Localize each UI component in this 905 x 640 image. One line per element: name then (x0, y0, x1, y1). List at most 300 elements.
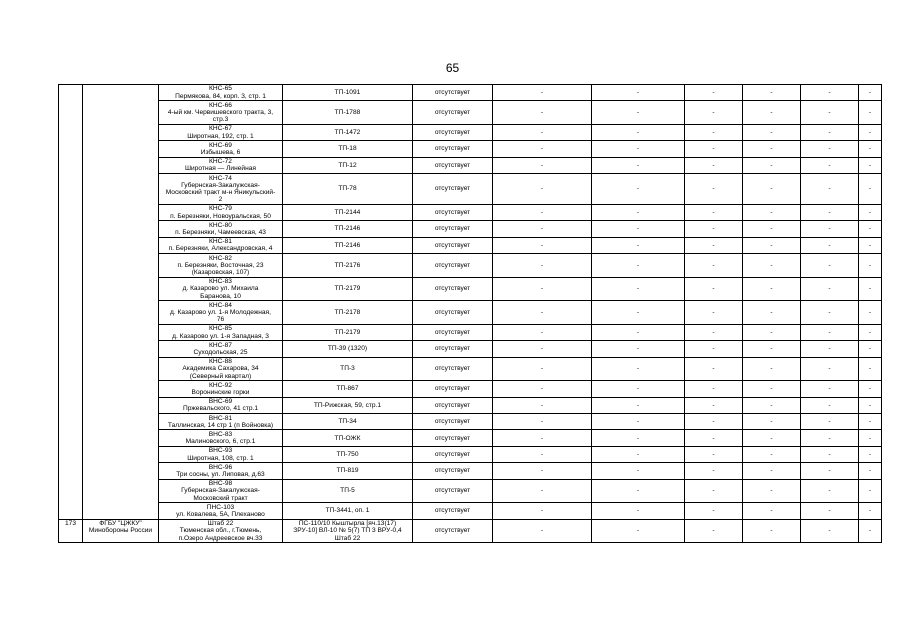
value-cell: - (592, 357, 685, 381)
object-line: КНС-81 (209, 238, 232, 246)
power-source-cell (283, 301, 413, 325)
table-row (59, 341, 882, 357)
source-line: ТП-2146 (334, 225, 361, 233)
value-cell: - (685, 301, 743, 325)
object-line: КНС-84 (209, 301, 232, 309)
object-cell (159, 277, 283, 301)
value-cell: - (685, 446, 743, 462)
value-cell: - (493, 221, 592, 237)
power-source-cell (283, 174, 413, 205)
table-row (59, 85, 882, 101)
value-cell: - (592, 254, 685, 278)
value-cell: - (685, 519, 743, 543)
value-cell: - (685, 277, 743, 301)
table-row (59, 221, 882, 237)
object-line: д. Казарово ул. Михаила (182, 285, 259, 293)
status-cell: отсутствует (413, 446, 493, 462)
value-cell: - (859, 221, 882, 237)
object-line: Широтная, 108, стр. 1 (187, 454, 254, 462)
value-cell: - (859, 324, 882, 340)
value-cell: - (493, 324, 592, 340)
source-line: ТП-867 (336, 385, 359, 393)
object-cell (159, 101, 283, 125)
table-row (59, 157, 882, 173)
table-row (59, 479, 882, 503)
source-line: ТП-12 (338, 161, 357, 169)
power-source-cell (283, 479, 413, 503)
power-source-cell (283, 277, 413, 301)
page-number: 65 (445, 61, 460, 75)
value-cell: - (743, 85, 801, 101)
value-cell: - (493, 277, 592, 301)
status-cell: отсутствует (413, 324, 493, 340)
value-cell: - (685, 101, 743, 125)
power-source-cell (283, 141, 413, 157)
table-row (59, 357, 882, 381)
value-cell: - (685, 237, 743, 253)
source-line: ТП-3 (340, 365, 355, 373)
object-cell (159, 397, 283, 413)
value-cell: - (592, 141, 685, 157)
value-cell: - (592, 519, 685, 543)
value-cell: - (685, 503, 743, 519)
value-cell: - (801, 301, 859, 325)
object-cell (159, 381, 283, 397)
object-line: ПНС-103 (206, 503, 235, 511)
status-cell: отсутствует (413, 277, 493, 301)
status-cell: отсутствует (413, 397, 493, 413)
value-cell: - (685, 381, 743, 397)
value-cell: - (801, 357, 859, 381)
value-cell: - (859, 479, 882, 503)
value-cell: - (801, 414, 859, 430)
source-line: ТП-1788 (334, 109, 361, 117)
value-cell: - (592, 85, 685, 101)
value-cell: - (685, 157, 743, 173)
power-source-cell (283, 357, 413, 381)
value-cell: - (592, 381, 685, 397)
power-source-cell (283, 503, 413, 519)
status-cell: отсутствует (413, 479, 493, 503)
row-number-cell (59, 85, 83, 520)
object-line: Пермякова, 84, корп. 3, стр. 1 (175, 92, 266, 100)
value-cell: - (592, 124, 685, 140)
object-line: ул. Ковалева, 5А, Плеханово (176, 510, 265, 518)
object-line: 76 (216, 316, 225, 324)
object-cell (159, 301, 283, 325)
source-line: ТП-2179 (334, 285, 361, 293)
value-cell: - (493, 301, 592, 325)
value-cell: - (592, 430, 685, 446)
value-cell: - (493, 124, 592, 140)
status-cell: отсутствует (413, 381, 493, 397)
object-cell (159, 254, 283, 278)
power-source-cell (283, 381, 413, 397)
power-source-cell (283, 101, 413, 125)
source-line: ТП-750 (336, 450, 359, 458)
value-cell: - (743, 101, 801, 125)
status-cell: отсутствует (413, 357, 493, 381)
object-cell (159, 141, 283, 157)
status-cell: отсутствует (413, 430, 493, 446)
value-cell: - (685, 204, 743, 220)
status-cell: отсутствует (413, 101, 493, 125)
object-line: п. Березняки, Чамеевская, 43 (175, 229, 266, 237)
value-cell: - (592, 204, 685, 220)
value-cell: - (859, 237, 882, 253)
source-line: ТП-1091 (334, 89, 361, 97)
object-cell (159, 446, 283, 462)
source-line: ТП-2146 (334, 241, 361, 249)
value-cell: - (592, 414, 685, 430)
value-cell: - (801, 141, 859, 157)
value-cell: - (801, 101, 859, 125)
value-cell: - (493, 479, 592, 503)
value-cell: - (493, 357, 592, 381)
value-cell: - (801, 463, 859, 479)
power-source-cell (283, 397, 413, 413)
table-row (59, 277, 882, 301)
object-line: п. Березняки, Восточная, 23 (177, 261, 264, 269)
value-cell: - (801, 430, 859, 446)
table-row (59, 237, 882, 253)
object-line: Воронинские горки (191, 388, 250, 396)
value-cell: - (801, 254, 859, 278)
status-cell: отсутствует (413, 341, 493, 357)
source-line: ТП-Рижская, 59, стр.1 (313, 401, 382, 409)
value-cell: - (592, 301, 685, 325)
object-cell (159, 324, 283, 340)
value-cell: - (685, 430, 743, 446)
object-cell (159, 414, 283, 430)
value-cell: - (493, 381, 592, 397)
object-line: Академика Сахарова, 34 (182, 365, 259, 373)
status-cell: отсутствует (413, 204, 493, 220)
object-line: п. Березняки, Александровская, 4 (168, 245, 273, 253)
table-row (59, 430, 882, 446)
source-line: ТП-2178 (334, 309, 361, 316)
value-cell: - (801, 174, 859, 205)
value-cell: - (493, 397, 592, 413)
source-line: ТП-2176 (334, 261, 361, 269)
object-line: Тюменская обл., г.Тюмень, (179, 527, 262, 535)
value-cell: - (493, 237, 592, 253)
value-cell: - (592, 446, 685, 462)
object-line: КНС-72 (209, 158, 232, 166)
table-row (59, 463, 882, 479)
object-cell (159, 479, 283, 503)
value-cell: - (743, 430, 801, 446)
value-cell: - (493, 503, 592, 519)
value-cell: - (859, 357, 882, 381)
value-cell: - (801, 446, 859, 462)
object-line: д. Казарово ул. 1-я Западная, 3 (172, 332, 269, 340)
value-cell: - (493, 174, 592, 205)
object-line: Пржевальского, 41 стр.1 (182, 405, 259, 413)
source-line: ТП-2144 (334, 209, 361, 217)
object-cell (159, 237, 283, 253)
value-cell: - (493, 430, 592, 446)
object-line: ВНС-98 (208, 480, 233, 488)
value-cell: - (743, 324, 801, 340)
value-cell: - (685, 357, 743, 381)
value-cell: - (859, 141, 882, 157)
value-cell: - (801, 324, 859, 340)
source-line: ТП-39 (1320) (327, 345, 368, 353)
object-cell (159, 341, 283, 357)
value-cell: - (801, 503, 859, 519)
value-cell: - (685, 341, 743, 357)
status-cell: отсутствует (413, 124, 493, 140)
object-cell (159, 85, 283, 101)
object-cell (159, 519, 283, 543)
object-line: КНС-65 (209, 85, 232, 93)
object-line: КНС-69 (209, 141, 232, 149)
value-cell: - (743, 301, 801, 325)
value-cell: - (859, 124, 882, 140)
value-cell: - (493, 204, 592, 220)
value-cell: - (801, 519, 859, 543)
source-line: ТП-18 (338, 145, 357, 153)
table-row (59, 124, 882, 140)
value-cell: - (743, 237, 801, 253)
value-cell: - (859, 463, 882, 479)
value-cell: - (801, 85, 859, 101)
object-line: КНС-82 (209, 254, 232, 262)
value-cell: - (592, 237, 685, 253)
object-cell (159, 174, 283, 205)
object-cell (159, 157, 283, 173)
status-cell: отсутствует (413, 519, 493, 543)
status-cell: отсутствует (413, 157, 493, 173)
object-line: (Северный квартал) (189, 372, 252, 380)
object-line: 2 (218, 196, 223, 204)
power-source-cell (283, 237, 413, 253)
power-source-cell (283, 414, 413, 430)
value-cell: - (592, 463, 685, 479)
object-line: Губернская-Закалужская- (181, 181, 260, 189)
value-cell: - (685, 174, 743, 205)
status-cell: отсутствует (413, 254, 493, 278)
value-cell: - (743, 254, 801, 278)
value-cell: - (859, 503, 882, 519)
value-cell: - (801, 397, 859, 413)
object-line: Три сосны, ул. Липовая, д.63 (176, 470, 265, 478)
object-line: Широтная, 192, стр. 1 (187, 132, 254, 140)
value-cell: - (685, 324, 743, 340)
value-cell: - (685, 414, 743, 430)
table-row (59, 204, 882, 220)
value-cell: - (592, 101, 685, 125)
object-line: КНС-87 (209, 341, 232, 349)
table-row (59, 519, 882, 543)
status-cell: отсутствует (413, 174, 493, 205)
power-source-cell (283, 85, 413, 101)
object-line: КНС-83 (209, 278, 232, 286)
object-line: КНС-85 (209, 325, 232, 333)
power-source-cell (283, 430, 413, 446)
source-line: ПС-110/10 Кыштырла [яч.13(17) (298, 520, 397, 528)
object-line: Суходольская, 25 (193, 348, 248, 356)
value-cell: - (859, 341, 882, 357)
source-line: ТП-1472 (334, 129, 361, 137)
value-cell: - (743, 341, 801, 357)
value-cell: - (859, 174, 882, 205)
value-cell: - (493, 463, 592, 479)
value-cell: - (801, 204, 859, 220)
source-line: ТП-34 (338, 418, 357, 426)
object-line: 4-ый км. Червишевского тракта, 3, (167, 109, 274, 117)
object-line: ВНС-96 (208, 463, 233, 471)
value-cell: - (685, 141, 743, 157)
status-cell: отсутствует (413, 85, 493, 101)
value-cell: - (493, 519, 592, 543)
object-line: КНС-67 (209, 125, 232, 133)
row-number-cell: 173 (59, 519, 83, 543)
value-cell: - (592, 503, 685, 519)
object-line: п. Березняки, Новоуральская, 50 (170, 212, 271, 220)
value-cell: - (493, 85, 592, 101)
value-cell: - (743, 397, 801, 413)
object-line: КНС-88 (209, 358, 232, 366)
value-cell: - (801, 237, 859, 253)
object-line: (Казаровская, 107) (191, 269, 250, 277)
value-cell: - (801, 124, 859, 140)
table-row (59, 324, 882, 340)
object-line: ВНС-93 (208, 447, 233, 455)
power-source-cell (283, 254, 413, 278)
organization-cell: ФГБУ "ЦЖКУ" Минобороны России (83, 519, 159, 543)
power-source-cell (283, 341, 413, 357)
status-cell: отсутствует (413, 503, 493, 519)
value-cell: - (743, 204, 801, 220)
object-line: ВНС-83 (208, 430, 233, 438)
object-line: ВНС-81 (208, 414, 233, 422)
value-cell: - (859, 446, 882, 462)
value-cell: - (743, 124, 801, 140)
value-cell: - (743, 446, 801, 462)
object-cell (159, 463, 283, 479)
table-row (59, 301, 882, 325)
table-row (59, 446, 882, 462)
power-source-cell (283, 463, 413, 479)
object-line: Губернская-Закалужская- (181, 487, 260, 495)
power-source-cell (283, 519, 413, 543)
value-cell: - (685, 463, 743, 479)
value-cell: - (859, 157, 882, 173)
value-cell: - (859, 277, 882, 301)
status-cell: отсутствует (413, 414, 493, 430)
value-cell: - (592, 157, 685, 173)
table-row (59, 381, 882, 397)
value-cell: - (493, 254, 592, 278)
value-cell: - (592, 174, 685, 205)
object-cell (159, 204, 283, 220)
object-line: Баранова, 10 (200, 292, 241, 300)
status-cell: отсутствует (413, 237, 493, 253)
value-cell: - (743, 221, 801, 237)
value-cell: - (592, 479, 685, 503)
value-cell: - (592, 277, 685, 301)
value-cell: - (685, 479, 743, 503)
value-cell: - (685, 221, 743, 237)
value-cell: - (743, 519, 801, 543)
object-cell (159, 357, 283, 381)
value-cell: - (859, 430, 882, 446)
value-cell: - (859, 85, 882, 101)
source-line: ТП-2179 (334, 329, 361, 336)
power-source-cell (283, 324, 413, 340)
value-cell: - (859, 254, 882, 278)
value-cell: - (685, 124, 743, 140)
source-line: ТП-819 (336, 467, 359, 475)
value-cell: - (743, 503, 801, 519)
object-line: Московский тракт м-н Яникульский- (165, 189, 276, 197)
value-cell: - (685, 85, 743, 101)
table-row (59, 503, 882, 519)
object-line: стр.3 (212, 116, 229, 124)
value-cell: - (493, 341, 592, 357)
value-cell: - (743, 277, 801, 301)
value-cell: - (859, 301, 882, 325)
object-line: КНС-74 (209, 174, 232, 182)
source-line: Штаб 22 (334, 534, 361, 542)
power-source-cell (283, 204, 413, 220)
value-cell: - (859, 414, 882, 430)
object-cell (159, 503, 283, 519)
value-cell: - (801, 479, 859, 503)
value-cell: - (743, 174, 801, 205)
value-cell: - (743, 157, 801, 173)
object-line: КНС-79 (209, 205, 232, 213)
source-line: ТП-ОЖК (334, 434, 361, 442)
object-line: КНС-66 (209, 101, 232, 109)
table-row (59, 101, 882, 125)
value-cell: - (493, 141, 592, 157)
object-line: КНС-80 (209, 221, 232, 229)
value-cell: - (859, 381, 882, 397)
source-line: ЗРУ-10] ВЛ-10 № 5(7) ТП 3 ВРУ-0,4 (293, 527, 402, 535)
organization-cell (83, 85, 159, 520)
object-line: Таллинская, 14 стр 1 (п Войновка) (167, 421, 274, 429)
table-row (59, 141, 882, 157)
value-cell: - (801, 157, 859, 173)
value-cell: - (592, 397, 685, 413)
value-cell: - (743, 357, 801, 381)
value-cell: - (801, 381, 859, 397)
object-line: д. Казарово ул. 1-я Молодежная, (170, 309, 271, 316)
value-cell: - (493, 414, 592, 430)
value-cell: - (592, 324, 685, 340)
power-source-cell (283, 446, 413, 462)
table-row (59, 254, 882, 278)
value-cell: - (801, 341, 859, 357)
status-cell: отсутствует (413, 221, 493, 237)
value-cell: - (493, 101, 592, 125)
value-cell: - (801, 221, 859, 237)
object-cell (159, 124, 283, 140)
value-cell: - (592, 221, 685, 237)
object-line: КНС-92 (209, 381, 232, 389)
source-line: ТП-78 (338, 185, 357, 193)
value-cell: - (743, 414, 801, 430)
status-cell: отсутствует (413, 463, 493, 479)
object-line: Избышева, 6 (200, 149, 241, 157)
value-cell: - (743, 381, 801, 397)
table-row (59, 414, 882, 430)
value-cell: - (859, 519, 882, 543)
value-cell: - (801, 277, 859, 301)
